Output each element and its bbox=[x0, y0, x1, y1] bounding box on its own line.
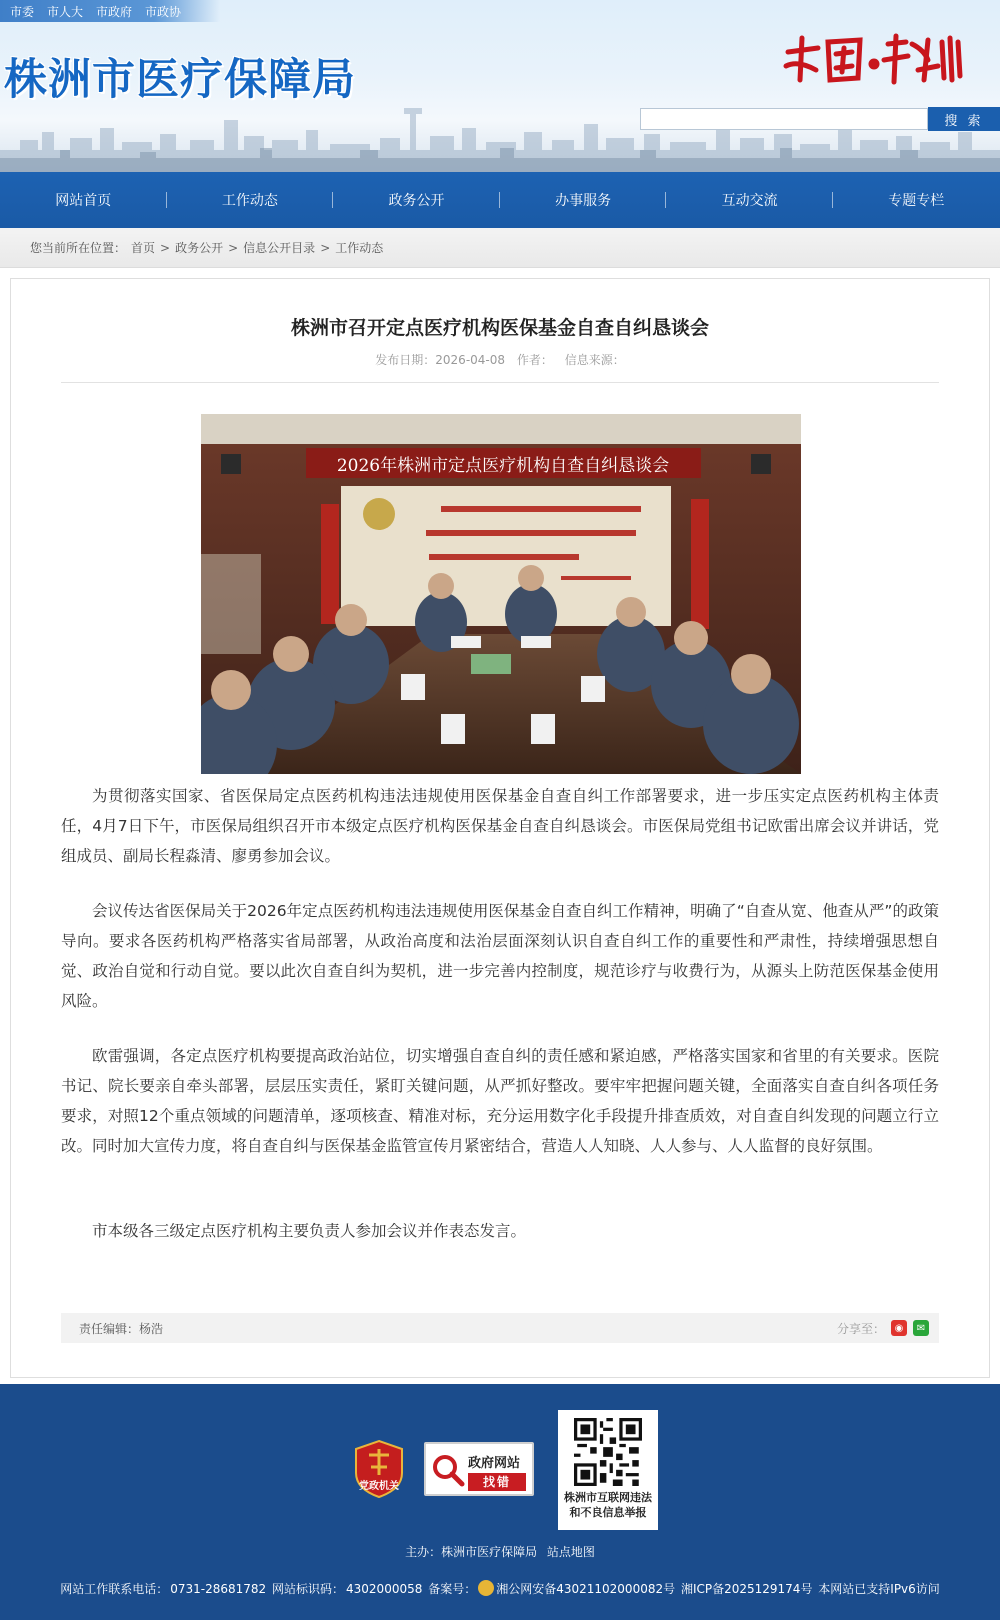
breadcrumb-item-government-affairs[interactable]: 政务公开 bbox=[175, 241, 224, 255]
topbar-link-government[interactable]: 市政府 bbox=[96, 4, 133, 19]
record-label: 备案号： bbox=[428, 1582, 477, 1596]
ipv6-notice: 本网站已支持IPv6访问 bbox=[818, 1582, 940, 1596]
editor-name: 杨浩 bbox=[139, 1321, 164, 1336]
breadcrumb-item-work-news[interactable]: 工作动态 bbox=[335, 241, 384, 255]
share-area bbox=[837, 1313, 929, 1343]
site-title: 株洲市医疗保障局 bbox=[4, 55, 356, 105]
meeting-photo-illustration bbox=[201, 414, 801, 774]
topbar-link-congress[interactable]: 市人大 bbox=[47, 4, 84, 19]
contact-phone: 0731-28681782 bbox=[170, 1582, 267, 1596]
editor-label: 责任编辑： bbox=[79, 1321, 140, 1336]
contact-line bbox=[0, 1580, 1000, 1597]
qr-caption-line-2: 和不良信息举报 bbox=[569, 1506, 647, 1519]
author-label: 作者： bbox=[516, 353, 553, 367]
qr-caption bbox=[558, 1490, 658, 1520]
search-button[interactable]: 搜 索 bbox=[928, 107, 1000, 131]
article-meta bbox=[11, 351, 989, 368]
article-paragraph: 会议传达省医保局关于2026年定点医药机构违法违规使用医保基金自查自纠工作精神，明确了“自查从宽、他查从严”的政策导向。要求各医药机构严格落实省局部署，从政治高度和法治层面深刻认识自查自纠工作的重要性和严肃性，持续增强思想自觉、政治自觉和行动自觉。要以此次自查自纠为契机，进一步完善内控制度，规范诊疗与收费行为，从源头上防范医保基金使用风险。 bbox=[61, 902, 939, 1010]
breadcrumb-prefix: 您当前所在位置： bbox=[30, 241, 127, 255]
search-input[interactable] bbox=[640, 108, 928, 130]
breadcrumb bbox=[0, 228, 1000, 268]
nav-item-work-news[interactable]: 工作动态 bbox=[167, 172, 334, 228]
date-label: 发布日期： bbox=[375, 353, 436, 367]
weibo-share-icon[interactable]: ◉ bbox=[891, 1320, 907, 1336]
police-emblem-icon bbox=[478, 1580, 494, 1596]
nav-item-government-affairs[interactable]: 政务公开 bbox=[333, 172, 500, 228]
badge-label: 党政机关 bbox=[359, 1481, 399, 1492]
article-footer-bar bbox=[61, 1313, 939, 1343]
contact-phone-label: 网站工作联系电话： bbox=[60, 1582, 169, 1596]
qr-caption-line-1: 株洲市互联网违法 bbox=[564, 1491, 652, 1504]
article-title: 株洲市召开定点医疗机构医保基金自查自纠恳谈会 bbox=[290, 317, 709, 339]
qr-code-icon bbox=[574, 1418, 642, 1486]
breadcrumb-item-home[interactable]: 首页 bbox=[131, 241, 156, 255]
site-footer bbox=[0, 1384, 1000, 1620]
sitemap-link[interactable]: 站点地图 bbox=[546, 1545, 595, 1559]
source-label: 信息来源： bbox=[564, 353, 625, 367]
topbar-link-cppcc[interactable]: 市政协 bbox=[145, 4, 182, 19]
nav-item-home[interactable]: 网站首页 bbox=[0, 172, 167, 228]
article-paragraph: 为贯彻落实国家、省医保局定点医药机构违法违规使用医保基金自查自纠工作部署要求，进一步压实定点医药机构主体责任，4月7日下午，市医保局组织召开市本级定点医疗机构医保基金自查自纠恳谈会。市医保局党组书记欧雷出席会议并讲话，党组成员、副局长程淼清、廖勇参加会议。 bbox=[61, 787, 939, 865]
breadcrumb-separator: > bbox=[320, 240, 331, 255]
topbar-link-party-committee[interactable]: 市委 bbox=[10, 4, 35, 19]
article-paragraph: 市本级各三级定点医疗机构主要负责人参加会议并作表态发言。 bbox=[92, 1222, 527, 1240]
breadcrumb-item-info-catalog[interactable]: 信息公开目录 bbox=[243, 241, 316, 255]
sponsor-name: 株洲市医疗保障局 bbox=[441, 1545, 538, 1559]
party-government-badge[interactable] bbox=[352, 1439, 406, 1499]
nav-item-services[interactable]: 办事服务 bbox=[500, 172, 667, 228]
gov-website-error-report[interactable] bbox=[424, 1442, 534, 1496]
magnifier-icon bbox=[430, 1452, 466, 1488]
nav-item-interaction[interactable]: 互动交流 bbox=[666, 172, 833, 228]
main-nav bbox=[0, 172, 1000, 228]
icp-record[interactable]: 湘ICP备2025129174号 bbox=[680, 1582, 813, 1596]
photo-banner-text: 2026年株洲市定点医疗机构自查自纠恳谈会 bbox=[336, 456, 670, 476]
nav-item-special-topics[interactable]: 专题专栏 bbox=[888, 193, 945, 209]
sponsor-label: 主办： bbox=[405, 1545, 442, 1559]
site-header bbox=[0, 0, 1000, 172]
gov-website-label: 政府网站 bbox=[468, 1456, 521, 1471]
wechat-share-icon[interactable]: ✉ bbox=[913, 1320, 929, 1336]
site-id: 4302000058 bbox=[346, 1582, 423, 1596]
breadcrumb-separator: > bbox=[228, 240, 239, 255]
publish-date: 2026-04-08 bbox=[435, 353, 506, 367]
sponsor-line bbox=[0, 1543, 1000, 1560]
report-qr-box[interactable] bbox=[558, 1410, 658, 1530]
breadcrumb-separator: > bbox=[160, 240, 171, 255]
site-id-label: 网站标识码： bbox=[272, 1582, 345, 1596]
title-divider bbox=[61, 382, 939, 383]
article-card bbox=[10, 278, 990, 1378]
share-label: 分享至： bbox=[836, 1321, 885, 1336]
top-links-bar bbox=[0, 0, 220, 22]
china-zhuzhou-calligraphy-logo bbox=[778, 30, 966, 88]
police-record[interactable]: 湘公网安备43021102000082号 bbox=[496, 1582, 676, 1596]
find-error-label: 找错 bbox=[468, 1473, 526, 1491]
article-paragraph: 欧雷强调，各定点医疗机构要提高政治站位，切实增强自查自纠的责任感和紧迫感，严格落实国家和省里的有关要求。医院书记、院长要亲自牵头部署，层层压实责任，紧盯关键问题，从严抓好整改。要牢牢把握问题关键，全面落实自查自纠各项任务要求，对照12个重点领域的问题清单，逐项核查、精准对标，充分运用数字化手段提升排查质效，对自查自纠发现的问题立行立改。同时加大宣传力度，将自查自纠与医保基金监管宣传月紧密结合，营造人人知晓、人人参与、人人监督的良好氛围。 bbox=[61, 1047, 939, 1155]
meeting-photo bbox=[201, 414, 801, 774]
